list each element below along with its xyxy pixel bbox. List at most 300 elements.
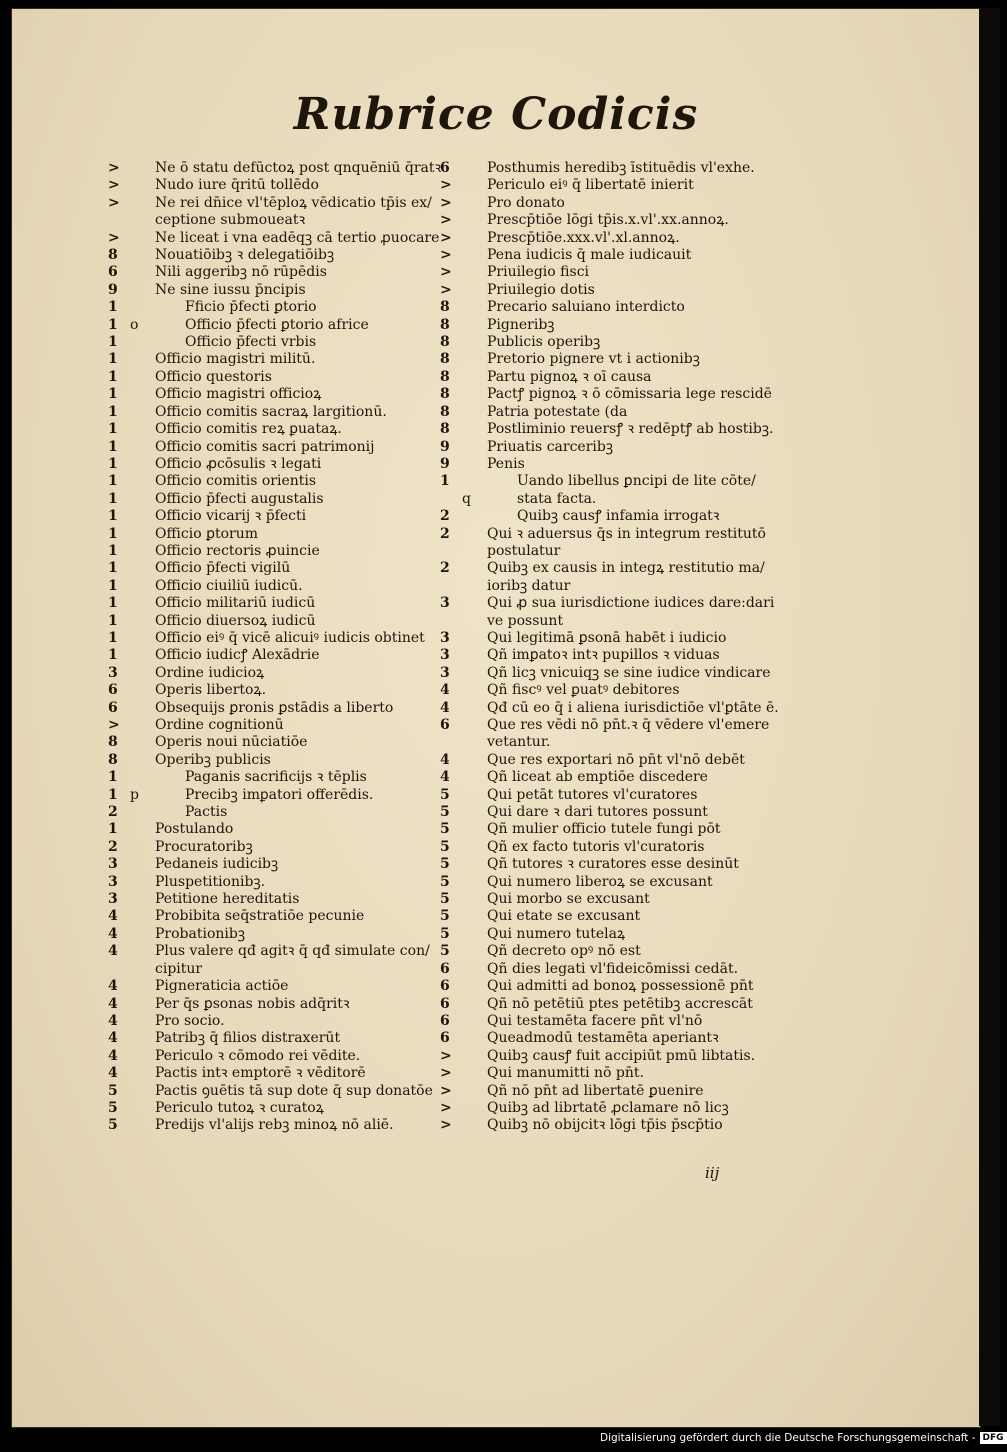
section-letter bbox=[130, 839, 155, 856]
rubric-title: Que res exportari nō pn̄t vl'nō debēt bbox=[487, 751, 745, 768]
book-number: 2 bbox=[440, 508, 450, 525]
section-letter bbox=[462, 926, 487, 943]
book-number: 1 bbox=[108, 560, 118, 577]
book-number: 1 bbox=[108, 351, 118, 368]
index-entry bbox=[108, 473, 443, 490]
section-letter bbox=[130, 247, 155, 264]
book-number: 1 bbox=[108, 473, 118, 490]
book-number: 1 bbox=[108, 508, 118, 525]
rubric-title: cipitur bbox=[155, 960, 203, 977]
rubric-title: Quibꝫ causꝭ fuit accipiūt pmū libtatis. bbox=[487, 1047, 756, 1064]
book-number: 1 bbox=[108, 542, 118, 559]
book-number: 4 bbox=[108, 1065, 118, 1082]
book-number: 1 bbox=[108, 455, 118, 472]
index-entry bbox=[440, 874, 760, 891]
rubric-title: Periculo ꝛ cōmodo rei vēdite. bbox=[155, 1047, 361, 1064]
section-letter bbox=[462, 473, 487, 490]
section-letter bbox=[462, 1065, 487, 1082]
index-entry bbox=[108, 700, 443, 717]
index-entry bbox=[108, 961, 443, 978]
rubric-title: Ordine cognitionū bbox=[155, 717, 284, 733]
index-entry bbox=[440, 769, 760, 786]
index-entry bbox=[440, 804, 760, 821]
rubric-title: Qñ fiscꝰ vel ꝑuatꝰ debitores bbox=[487, 682, 680, 699]
section-letter bbox=[130, 961, 155, 978]
index-entry bbox=[108, 595, 443, 612]
index-entry bbox=[108, 1083, 443, 1100]
rubric-title: Postliminio reuersꝭ ꝛ redēptꝭ ab hostibꝫ. bbox=[487, 421, 774, 438]
section-letter bbox=[462, 996, 487, 1013]
index-entry bbox=[108, 264, 443, 281]
rubric-title: Qui testamēta facere pn̄t vl'nō bbox=[487, 1012, 703, 1029]
book-number: 4 bbox=[440, 699, 450, 716]
index-entry bbox=[108, 177, 443, 194]
index-entry bbox=[440, 282, 760, 299]
section-letter bbox=[462, 752, 487, 769]
rubric-title: Officio militariū iudicū bbox=[155, 595, 316, 612]
index-entry bbox=[108, 299, 443, 316]
section-letter: q bbox=[462, 490, 471, 507]
rubric-title: Officio ꝑtorum bbox=[155, 525, 259, 542]
index-entry bbox=[440, 508, 760, 525]
index-entry bbox=[440, 1013, 760, 1030]
section-letter bbox=[462, 647, 487, 664]
rubric-title: Officio ꝓcōsulis ꝛ legati bbox=[155, 455, 322, 472]
book-number: > bbox=[108, 229, 120, 246]
book-number: 3 bbox=[108, 856, 118, 873]
index-entry bbox=[440, 247, 760, 264]
section-letter bbox=[130, 891, 155, 908]
rubric-title: Priuilegio fisci bbox=[487, 264, 590, 281]
index-entry bbox=[440, 404, 760, 421]
rubric-title: Probationibꝫ bbox=[155, 925, 245, 942]
section-letter bbox=[462, 804, 487, 821]
section-letter bbox=[130, 682, 155, 699]
section-letter bbox=[130, 752, 155, 769]
section-letter bbox=[462, 508, 487, 525]
book-number: 6 bbox=[108, 699, 118, 716]
index-entry bbox=[108, 560, 443, 577]
section-letter bbox=[462, 700, 487, 717]
section-letter bbox=[130, 1065, 155, 1082]
section-letter bbox=[130, 613, 155, 630]
rubric-title: Prescp̄tiōe.xxx.vl'.xl.annoꝝ. bbox=[487, 229, 680, 246]
section-letter bbox=[130, 856, 155, 873]
rubric-title: Procuratoribꝫ bbox=[155, 838, 253, 855]
rubric-title: Pro donato bbox=[487, 194, 565, 211]
index-entry bbox=[440, 1030, 760, 1047]
dfg-logo: DFG bbox=[980, 1432, 1007, 1444]
index-entry bbox=[440, 996, 760, 1013]
index-entry bbox=[108, 317, 443, 334]
index-entry bbox=[440, 334, 760, 351]
section-letter bbox=[130, 700, 155, 717]
rubric-title: Officio comitis sacri patrimonij bbox=[155, 438, 375, 455]
index-entry bbox=[440, 560, 765, 577]
book-number: 1 bbox=[108, 577, 118, 594]
rubric-title: Operis libertoꝝ. bbox=[155, 682, 267, 699]
rubric-title: stata facta. bbox=[517, 490, 597, 507]
book-number bbox=[440, 734, 462, 751]
book-number: > bbox=[440, 1099, 452, 1116]
book-number: 1 bbox=[108, 821, 118, 838]
section-letter bbox=[130, 177, 155, 194]
section-letter bbox=[462, 769, 487, 786]
page-title: Rubrice Codicis bbox=[293, 89, 699, 140]
book-number: 6 bbox=[440, 717, 450, 733]
section-letter bbox=[462, 1083, 487, 1100]
rubric-title: Priuatis carceribꝫ bbox=[487, 438, 613, 455]
book-number: 6 bbox=[108, 264, 118, 281]
book-number: 4 bbox=[108, 978, 118, 995]
rubric-title: Officio comitis reꝝ ꝑuataꝝ. bbox=[155, 421, 342, 438]
rubric-title: Pigneraticia actiōe bbox=[155, 978, 289, 995]
book-number: 5 bbox=[440, 786, 450, 803]
index-entry bbox=[440, 630, 760, 647]
rubric-title: Officio comitis orientis bbox=[155, 473, 317, 490]
index-entry bbox=[108, 212, 443, 229]
book-number: 2 bbox=[108, 838, 118, 855]
rubric-title: Qui legitimā ꝑsonā habēt i iudicio bbox=[487, 629, 727, 646]
rubric-title: Precibꝫ imꝑatori offerēdis. bbox=[185, 786, 374, 803]
index-entry bbox=[108, 195, 443, 212]
section-letter bbox=[130, 1030, 155, 1047]
rubric-title: Officio iudicꝭ Alexādrie bbox=[155, 647, 320, 664]
index-entry bbox=[108, 334, 443, 351]
rubric-title: Penis bbox=[487, 455, 525, 472]
section-letter bbox=[462, 787, 487, 804]
index-entry bbox=[108, 943, 443, 960]
rubric-title: Officio questoris bbox=[155, 368, 272, 385]
book-number: 8 bbox=[108, 734, 118, 751]
rubric-title: Periculo eiꝰ q̄ libertatē inierit bbox=[487, 177, 694, 194]
index-entry bbox=[440, 439, 760, 456]
section-letter: p bbox=[130, 786, 139, 803]
book-number: 1 bbox=[108, 612, 118, 629]
index-entry bbox=[108, 1117, 443, 1134]
rubric-title: Qui ꝓ sua iurisdictione iudices dare:dari bbox=[487, 595, 775, 612]
section-letter bbox=[130, 978, 155, 995]
index-entry bbox=[108, 787, 443, 804]
book-number: 3 bbox=[440, 664, 450, 681]
book-number: 9 bbox=[108, 281, 118, 298]
index-entry bbox=[440, 369, 760, 386]
rubric-title: Qñ decreto opꝰ nō est bbox=[487, 943, 641, 960]
section-letter bbox=[130, 456, 155, 473]
index-entry bbox=[108, 282, 443, 299]
index-entry bbox=[108, 856, 443, 873]
rubric-title: Pro socio. bbox=[155, 1012, 225, 1029]
index-entry bbox=[440, 1100, 760, 1117]
rubric-title: Operibꝫ publicis bbox=[155, 751, 271, 768]
index-entry bbox=[440, 856, 760, 873]
section-letter bbox=[130, 195, 155, 212]
index-entry bbox=[440, 717, 770, 734]
rubric-title: Postulando bbox=[155, 821, 234, 838]
book-number bbox=[108, 961, 130, 978]
rubric-title: Ne ō statu defūctoꝝ post qnquēniū q̄ratꝛ bbox=[155, 160, 442, 176]
index-entry bbox=[440, 195, 760, 212]
index-entry bbox=[108, 439, 443, 456]
rubric-title: Qñ liceat ab emptiōe discedere bbox=[487, 769, 708, 786]
rubric-title: Qui numero tutelaꝝ bbox=[487, 925, 626, 942]
section-letter bbox=[130, 491, 155, 508]
section-letter bbox=[130, 647, 155, 664]
rubric-title: Qui etate se excusant bbox=[487, 908, 641, 925]
book-number: 1 bbox=[440, 473, 450, 490]
section-letter bbox=[130, 334, 155, 351]
book-number bbox=[440, 578, 462, 595]
book-number: 1 bbox=[108, 629, 118, 646]
index-entry bbox=[108, 456, 443, 473]
index-entry bbox=[440, 1048, 760, 1065]
section-letter bbox=[130, 908, 155, 925]
rubric-title: Periculo tutoꝝ ꝛ curatoꝝ bbox=[155, 1099, 324, 1116]
index-entry bbox=[440, 578, 760, 595]
rubric-title: Publicis operibꝫ bbox=[487, 334, 601, 351]
index-entry bbox=[108, 769, 443, 786]
rubric-title: Qñ imꝑatoꝛ intꝛ pupillos ꝛ viduas bbox=[487, 647, 720, 664]
rubric-title: Pluspetitionibꝫ. bbox=[155, 873, 266, 890]
rubric-title: Qđ cū eo q̄ i aliena iurisdictiōe vl'ꝑtāte ē. bbox=[487, 699, 779, 716]
index-entry bbox=[440, 613, 760, 630]
section-letter bbox=[130, 630, 155, 647]
index-entry bbox=[108, 1013, 443, 1030]
book-number: 3 bbox=[108, 664, 118, 681]
book-number: 5 bbox=[440, 838, 450, 855]
section-letter bbox=[462, 195, 487, 212]
book-number: 6 bbox=[440, 1012, 450, 1029]
rubric-title: Qñ tutores ꝛ curatores esse desinūt bbox=[487, 856, 739, 873]
book-number bbox=[440, 613, 462, 630]
book-number: 4 bbox=[108, 1012, 118, 1029]
section-letter bbox=[462, 978, 487, 995]
rubric-title: Pedaneis iudicibꝫ bbox=[155, 856, 279, 873]
index-entry bbox=[108, 160, 443, 177]
index-entry bbox=[440, 839, 760, 856]
section-letter bbox=[462, 717, 487, 734]
rubric-title: Officio p̄fecti ꝑtorio africe bbox=[185, 316, 369, 333]
rubric-title: Que res vēdi nō pn̄t.ꝛ q̄ vēdere vl'emere bbox=[487, 717, 770, 733]
section-letter bbox=[130, 439, 155, 456]
index-entry bbox=[440, 908, 760, 925]
section-letter bbox=[462, 526, 487, 543]
index-entry bbox=[440, 299, 760, 316]
rubric-title: Qui morbo se excusant bbox=[487, 891, 650, 908]
index-entry bbox=[440, 926, 760, 943]
index-entry bbox=[440, 943, 760, 960]
book-number: > bbox=[440, 247, 452, 264]
section-letter bbox=[130, 578, 155, 595]
index-entry bbox=[108, 1048, 443, 1065]
section-letter bbox=[130, 351, 155, 368]
section-letter bbox=[130, 160, 155, 177]
section-letter bbox=[462, 908, 487, 925]
book-number bbox=[108, 212, 130, 229]
section-letter bbox=[462, 943, 487, 960]
book-number: 4 bbox=[440, 751, 450, 768]
section-letter bbox=[462, 1048, 487, 1065]
rubric-title: Precario saluiano interdicto bbox=[487, 299, 685, 316]
rubric-title: Pena iudicis q̄ male iudicauit bbox=[487, 247, 692, 264]
book-number: 8 bbox=[440, 351, 450, 368]
section-letter bbox=[130, 717, 155, 734]
index-entry bbox=[108, 804, 443, 821]
rubric-title: Qñ licꝫ vnicuiqꝫ se sine iudice vindicare bbox=[487, 664, 771, 681]
section-letter bbox=[462, 212, 487, 229]
section-letter bbox=[462, 439, 487, 456]
section-letter bbox=[130, 665, 155, 682]
book-number bbox=[440, 491, 462, 508]
rubric-title: Queadmodū testamēta aperiantꝛ bbox=[487, 1030, 719, 1047]
book-number: 1 bbox=[108, 647, 118, 664]
section-letter bbox=[130, 299, 155, 316]
folio-signature: iij bbox=[705, 1164, 720, 1182]
section-letter bbox=[130, 264, 155, 281]
book-number: 6 bbox=[440, 978, 450, 995]
index-entry bbox=[108, 908, 443, 925]
book-number: 1 bbox=[108, 490, 118, 507]
section-letter bbox=[130, 526, 155, 543]
index-entry bbox=[108, 839, 443, 856]
book-number: 1 bbox=[108, 595, 118, 612]
rubric-title: Paganis sacrificijs ꝛ tēplis bbox=[185, 769, 367, 786]
section-letter bbox=[462, 282, 487, 299]
index-entry bbox=[440, 891, 760, 908]
rubric-title: Qñ nō pn̄t ad libertatē ꝑuenire bbox=[487, 1082, 704, 1099]
digitization-footer bbox=[600, 1430, 1004, 1446]
index-entry bbox=[108, 926, 443, 943]
scan-edge bbox=[979, 8, 1000, 1426]
section-letter bbox=[462, 613, 487, 630]
book-number: 4 bbox=[440, 682, 450, 699]
index-entry bbox=[108, 665, 443, 682]
index-entry bbox=[108, 578, 443, 595]
rubric-title: Pactꝭ pignoꝝ ꝛ ō cōmissaria lege rescidē bbox=[487, 386, 772, 403]
book-number: 8 bbox=[108, 247, 118, 264]
rubric-title: Nouatiōibꝫ ꝛ delegatiōibꝫ bbox=[155, 247, 335, 264]
index-entry bbox=[440, 699, 779, 717]
section-letter bbox=[462, 874, 487, 891]
index-entry bbox=[108, 351, 443, 368]
index-entry bbox=[108, 386, 443, 403]
rubric-title: Fficio p̄fecti ꝑtorio bbox=[185, 299, 317, 316]
book-number: 5 bbox=[440, 821, 450, 838]
rubric-title: Patribꝫ q̄ filios distraxerūt bbox=[155, 1030, 341, 1047]
section-letter bbox=[130, 996, 155, 1013]
rubric-title: Nudo iure q̄ritū tollēdo bbox=[155, 177, 319, 194]
index-entry bbox=[108, 1030, 443, 1047]
section-letter bbox=[130, 804, 155, 821]
index-entry bbox=[108, 1065, 443, 1082]
book-number: 3 bbox=[108, 873, 118, 890]
book-number: 8 bbox=[440, 299, 450, 316]
index-entry bbox=[108, 717, 443, 734]
section-letter bbox=[462, 734, 487, 751]
rubric-title: Uando libellus ꝑncipi de lite cōte/ bbox=[517, 473, 756, 490]
rubric-title: Officio p̄fecti vrbis bbox=[185, 334, 317, 351]
rubric-title: Pactis ꝯuētis tā sup dote q̄ sup donatōe bbox=[155, 1082, 433, 1099]
rubric-title: Pactis intꝛ emptorē ꝛ vēditorē bbox=[155, 1065, 366, 1082]
index-entry bbox=[108, 821, 443, 838]
section-letter bbox=[462, 386, 487, 403]
rubric-title: Predijs vl'alijs rebꝫ minoꝝ nō aliē. bbox=[155, 1117, 394, 1134]
book-number: 2 bbox=[440, 525, 450, 542]
index-entry bbox=[108, 996, 443, 1013]
book-number: 3 bbox=[108, 891, 118, 908]
section-letter bbox=[462, 682, 487, 699]
rubric-title: Per q̄s ꝑsonas nobis adq̄ritꝛ bbox=[155, 995, 350, 1012]
book-number: 2 bbox=[108, 804, 118, 821]
section-letter bbox=[130, 230, 155, 247]
index-entry bbox=[440, 543, 760, 560]
section-letter bbox=[462, 351, 487, 368]
section-letter bbox=[130, 874, 155, 891]
index-entry bbox=[440, 160, 760, 177]
book-number: 8 bbox=[440, 421, 450, 438]
index-entry bbox=[440, 473, 760, 490]
book-number: > bbox=[108, 717, 120, 733]
book-number: 1 bbox=[108, 525, 118, 542]
rubric-title: Quibꝫ nō obijcitꝛ lōgi tp̄is p̄scp̄tio bbox=[487, 1117, 723, 1134]
section-letter bbox=[462, 247, 487, 264]
book-number: 3 bbox=[440, 629, 450, 646]
index-entry bbox=[440, 386, 772, 403]
index-entry bbox=[108, 734, 443, 751]
rubric-title: Qui manumitti nō pn̄t. bbox=[487, 1065, 644, 1082]
index-entry bbox=[108, 682, 443, 699]
section-letter bbox=[130, 734, 155, 751]
rubric-title: Quibꝫ ad librtatē ꝓclamare nō licꝫ bbox=[487, 1099, 729, 1116]
rubric-title: Ne sine iussu p̄ncipis bbox=[155, 281, 306, 298]
section-letter bbox=[462, 1100, 487, 1117]
book-number: 5 bbox=[440, 891, 450, 908]
index-entry bbox=[108, 543, 443, 560]
section-letter bbox=[462, 595, 487, 612]
index-entry bbox=[108, 874, 443, 891]
book-number: 3 bbox=[440, 647, 450, 664]
book-number: > bbox=[440, 1117, 452, 1134]
book-number: 4 bbox=[108, 943, 118, 960]
index-entry bbox=[440, 421, 774, 438]
book-number: 5 bbox=[108, 1099, 118, 1116]
rubric-title: Qñ nō petētiū ptes petētibꝫ accrescāt bbox=[487, 995, 753, 1012]
book-number: 8 bbox=[440, 368, 450, 385]
index-entry bbox=[108, 421, 443, 438]
section-letter bbox=[462, 369, 487, 386]
book-number: > bbox=[440, 194, 452, 211]
section-letter bbox=[462, 560, 487, 577]
section-letter bbox=[462, 630, 487, 647]
book-number: > bbox=[440, 177, 452, 194]
rubric-title: Officio magistri militū. bbox=[155, 351, 316, 368]
index-entry bbox=[440, 595, 775, 612]
rubric-title: Qñ ex facto tutoris vl'curatoris bbox=[487, 838, 705, 855]
book-number: > bbox=[108, 194, 120, 211]
index-entry bbox=[440, 264, 760, 281]
book-number: 1 bbox=[108, 403, 118, 420]
index-entry bbox=[440, 230, 760, 247]
book-number: > bbox=[108, 177, 120, 194]
left-index-column bbox=[108, 160, 443, 1135]
index-entry bbox=[440, 351, 760, 368]
section-letter bbox=[462, 264, 487, 281]
rubric-title: Pactis bbox=[185, 804, 228, 821]
book-number: 2 bbox=[440, 560, 450, 577]
book-number: 5 bbox=[440, 804, 450, 821]
book-number: 1 bbox=[108, 421, 118, 438]
section-letter bbox=[462, 856, 487, 873]
